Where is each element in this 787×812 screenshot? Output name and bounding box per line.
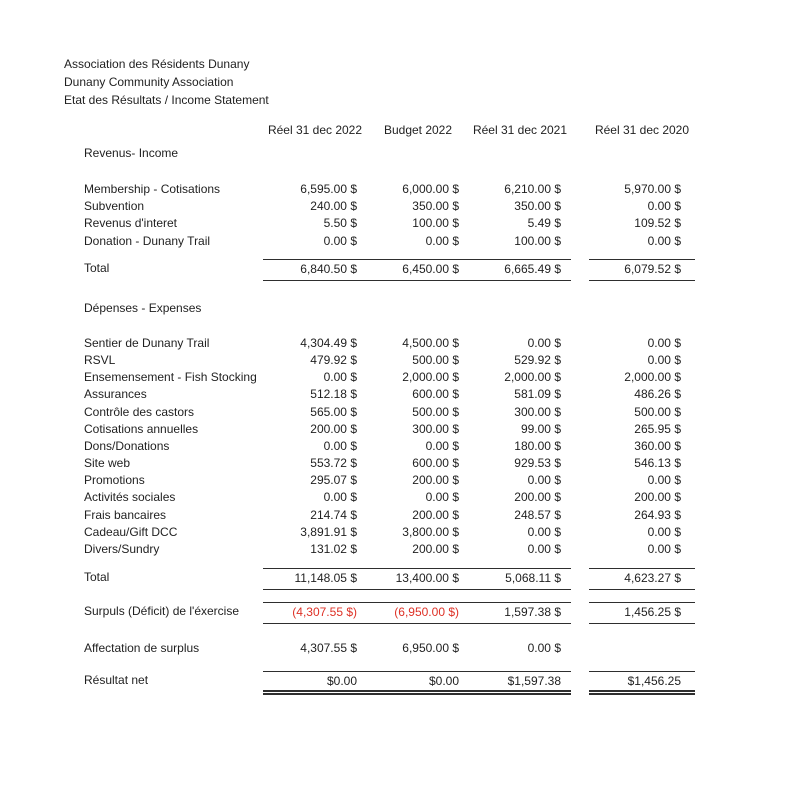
- line-item-label: Dons/Donations: [84, 438, 170, 453]
- revenue-total-value: 6,079.52 $: [589, 259, 695, 281]
- line-item-label: Subvention: [84, 199, 145, 214]
- net-result-value: $0.00: [263, 671, 367, 695]
- surplus-deficit-value: 1,597.38 $: [469, 602, 571, 624]
- column-header-reel-2021: Réel 31 dec 2021: [472, 123, 568, 137]
- line-item-value: 600.00 $: [412, 387, 459, 402]
- column-gap: [571, 386, 589, 403]
- line-item-value: 100.00 $: [412, 216, 459, 231]
- revenue-section-heading-row: [84, 145, 695, 162]
- line-item-value: 350.00 $: [412, 199, 459, 214]
- line-item-row: [84, 181, 695, 198]
- column-gap: [571, 259, 589, 281]
- line-item-value: 486.26 $: [634, 387, 681, 402]
- line-item-row: [84, 233, 695, 250]
- column-gap: [571, 369, 589, 386]
- line-item-value: 0.00 $: [323, 438, 357, 453]
- line-item-value: 553.72 $: [310, 456, 357, 471]
- line-item-label: Donation - Dunany Trail: [84, 233, 211, 248]
- column-gap: [571, 404, 589, 421]
- org-name-english: Dunany Community Association: [64, 75, 234, 89]
- line-item-value: 248.57 $: [514, 507, 561, 522]
- surplus-deficit-value-negative: (6,950.00 $): [367, 602, 469, 624]
- column-gap: [571, 671, 589, 695]
- line-item-value: 929.53 $: [514, 456, 561, 471]
- column-gap: [571, 215, 589, 232]
- line-item-value: 295.07 $: [310, 473, 357, 488]
- line-item-row: [84, 215, 695, 232]
- line-item-value: 131.02 $: [310, 542, 357, 556]
- line-item-value: 5.50 $: [323, 216, 357, 231]
- line-item-value: 6,595.00 $: [300, 182, 357, 196]
- line-item-label: Contrôle des castors: [84, 404, 195, 419]
- line-item-value: 600.00 $: [412, 456, 459, 471]
- surplus-allocation-value: 6,950.00 $: [402, 641, 459, 656]
- line-item-value: 200.00 $: [310, 421, 357, 436]
- net-result-row: [84, 671, 695, 695]
- line-item-value: 0.00 $: [647, 473, 681, 488]
- surplus-deficit-row: [84, 602, 695, 624]
- column-gap: [571, 602, 589, 624]
- surplus-deficit-value-negative: (4,307.55 $): [263, 602, 367, 624]
- line-item-row: [84, 438, 695, 455]
- line-item-label: Revenus d'interet: [84, 216, 178, 231]
- line-item-value: 0.00 $: [647, 524, 681, 539]
- line-item-label: Frais bancaires: [84, 507, 167, 522]
- line-item-row: [84, 507, 695, 524]
- column-gap: [571, 507, 589, 524]
- column-gap: [571, 541, 589, 558]
- expense-rows: [84, 335, 695, 558]
- column-gap: [571, 455, 589, 472]
- line-item-value: 200.00 $: [412, 507, 459, 522]
- revenue-total-value: 6,450.00 $: [367, 259, 469, 281]
- line-item-value: 5,970.00 $: [624, 182, 681, 196]
- line-item-value: 5.49 $: [527, 216, 561, 231]
- surplus-allocation-row: [84, 640, 695, 657]
- line-item-value: 300.00 $: [412, 421, 459, 436]
- line-item-row: [84, 335, 695, 352]
- line-item-row: [84, 352, 695, 369]
- line-item-value: 0.00 $: [323, 233, 357, 248]
- revenue-total-value: 6,665.49 $: [469, 259, 571, 281]
- line-item-value: 0.00 $: [527, 524, 561, 539]
- line-item-value: 240.00 $: [310, 199, 357, 214]
- line-item-value: 3,891.91 $: [300, 524, 357, 539]
- line-item-value: 109.52 $: [634, 216, 681, 231]
- line-item-value: 3,800.00 $: [402, 524, 459, 539]
- surplus-allocation-label: Affectation de surplus: [84, 641, 200, 656]
- revenue-total-label: Total: [84, 260, 110, 275]
- surplus-deficit-label: Surpuls (Déficit) de l'éxercise: [84, 604, 240, 619]
- line-item-value: 0.00 $: [527, 335, 561, 350]
- expense-section-heading: Dépenses - Expenses: [84, 300, 202, 315]
- line-item-value: 500.00 $: [412, 404, 459, 419]
- net-result-value: $1,456.25: [589, 671, 695, 695]
- line-item-label: RSVL: [84, 352, 116, 367]
- line-item-row: [84, 386, 695, 403]
- line-item-row: [84, 455, 695, 472]
- line-item-value: 0.00 $: [425, 490, 459, 505]
- revenue-section-heading: Revenus- Income: [84, 146, 179, 160]
- line-item-value: 0.00 $: [647, 352, 681, 367]
- line-item-row: [84, 541, 695, 558]
- column-gap: [571, 181, 589, 198]
- column-gap: [571, 438, 589, 455]
- surplus-allocation-value: 0.00 $: [527, 641, 561, 656]
- line-item-label: Cadeau/Gift DCC: [84, 524, 178, 539]
- line-item-value: 300.00 $: [514, 404, 561, 419]
- surplus-deficit-value: 1,456.25 $: [589, 602, 695, 624]
- revenue-rows: [84, 181, 695, 250]
- expense-section-heading-row: [84, 300, 695, 317]
- line-item-value: 0.00 $: [647, 542, 681, 556]
- line-item-row: [84, 369, 695, 386]
- line-item-value: 180.00 $: [514, 438, 561, 453]
- column-gap: [571, 489, 589, 506]
- expense-total-value: 13,400.00 $: [367, 568, 469, 590]
- column-header-row: [84, 120, 695, 140]
- line-item-row: [84, 404, 695, 421]
- expense-total-value: 11,148.05 $: [263, 568, 367, 590]
- line-item-label: Membership - Cotisations: [84, 182, 221, 196]
- column-gap: [571, 198, 589, 215]
- line-item-value: 0.00 $: [527, 542, 561, 556]
- line-item-value: 214.74 $: [310, 507, 357, 522]
- expense-total-label: Total: [84, 570, 110, 585]
- column-gap: [571, 568, 589, 590]
- net-result-value: $1,597.38: [469, 671, 571, 695]
- line-item-label: Site web: [84, 456, 131, 471]
- line-item-row: [84, 421, 695, 438]
- line-item-value: 565.00 $: [310, 404, 357, 419]
- line-item-value: 2,000.00 $: [402, 370, 459, 385]
- column-gap: [571, 233, 589, 250]
- line-item-value: 0.00 $: [647, 233, 681, 248]
- line-item-label: Assurances: [84, 387, 147, 402]
- column-gap: [571, 421, 589, 438]
- column-gap: [571, 335, 589, 352]
- line-item-value: 529.92 $: [514, 352, 561, 367]
- column-header-reel-2022: Réel 31 dec 2022: [267, 123, 363, 137]
- revenue-total-value: 6,840.50 $: [263, 259, 367, 281]
- line-item-value: 581.09 $: [514, 387, 561, 402]
- column-gap: [571, 120, 589, 140]
- line-item-value: 0.00 $: [323, 490, 357, 505]
- line-item-value: 0.00 $: [527, 473, 561, 488]
- line-item-value: 2,000.00 $: [504, 370, 561, 385]
- line-item-value: 0.00 $: [323, 370, 357, 385]
- net-result-label: Résultat net: [84, 673, 149, 688]
- line-item-value: 4,304.49 $: [300, 335, 357, 350]
- line-item-value: 0.00 $: [425, 233, 459, 248]
- column-header-budget-2022: Budget 2022: [383, 123, 453, 137]
- line-item-row: [84, 198, 695, 215]
- column-gap: [571, 472, 589, 489]
- statement-table: [84, 120, 695, 695]
- line-item-value: 350.00 $: [514, 199, 561, 214]
- line-item-value: 512.18 $: [310, 387, 357, 402]
- line-item-value: 100.00 $: [514, 233, 561, 248]
- line-item-value: 0.00 $: [647, 335, 681, 350]
- line-item-label: Promotions: [84, 473, 145, 488]
- line-item-row: [84, 524, 695, 541]
- line-item-value: 479.92 $: [310, 352, 357, 367]
- expense-total-value: 5,068.11 $: [469, 568, 571, 590]
- line-item-row: [84, 489, 695, 506]
- column-header-spacer: [84, 120, 263, 140]
- line-item-value: 500.00 $: [634, 404, 681, 419]
- line-item-value: 0.00 $: [647, 199, 681, 214]
- revenue-total-row: [84, 259, 695, 281]
- net-result-value: $0.00: [367, 671, 469, 695]
- line-item-value: 546.13 $: [634, 456, 681, 471]
- expense-total-row: [84, 568, 695, 590]
- column-gap: [571, 524, 589, 541]
- column-header-reel-2020: Réel 31 dec 2020: [594, 123, 690, 137]
- line-item-label: Cotisations annuelles: [84, 421, 199, 436]
- expense-total-value: 4,623.27 $: [589, 568, 695, 590]
- column-gap: [571, 352, 589, 369]
- line-item-value: 99.00 $: [520, 421, 561, 436]
- column-gap: [571, 640, 589, 657]
- line-item-label: Divers/Sundry: [84, 542, 160, 556]
- line-item-row: [84, 472, 695, 489]
- line-item-value: 4,500.00 $: [402, 335, 459, 350]
- surplus-allocation-value: 4,307.55 $: [300, 641, 357, 656]
- line-item-value: 0.00 $: [425, 438, 459, 453]
- line-item-label: Activités sociales: [84, 490, 176, 505]
- line-item-value: 200.00 $: [412, 473, 459, 488]
- line-item-value: 265.95 $: [634, 421, 681, 436]
- title-block: [64, 55, 269, 109]
- line-item-label: Sentier de Dunany Trail: [84, 335, 210, 350]
- surplus-allocation-value: [589, 640, 695, 657]
- line-item-value: 500.00 $: [412, 352, 459, 367]
- line-item-value: 264.93 $: [634, 507, 681, 522]
- org-name-french: Association des Résidents Dunany: [64, 57, 250, 71]
- line-item-value: 360.00 $: [634, 438, 681, 453]
- line-item-value: 6,210.00 $: [504, 182, 561, 196]
- line-item-value: 200.00 $: [634, 490, 681, 505]
- line-item-value: 6,000.00 $: [402, 182, 459, 196]
- line-item-value: 200.00 $: [514, 490, 561, 505]
- line-item-label: Ensemensement - Fish Stocking: [84, 370, 257, 385]
- statement-title: Etat des Résultats / Income Statement: [64, 93, 269, 107]
- line-item-value: 200.00 $: [412, 542, 459, 556]
- line-item-value: 2,000.00 $: [624, 370, 681, 385]
